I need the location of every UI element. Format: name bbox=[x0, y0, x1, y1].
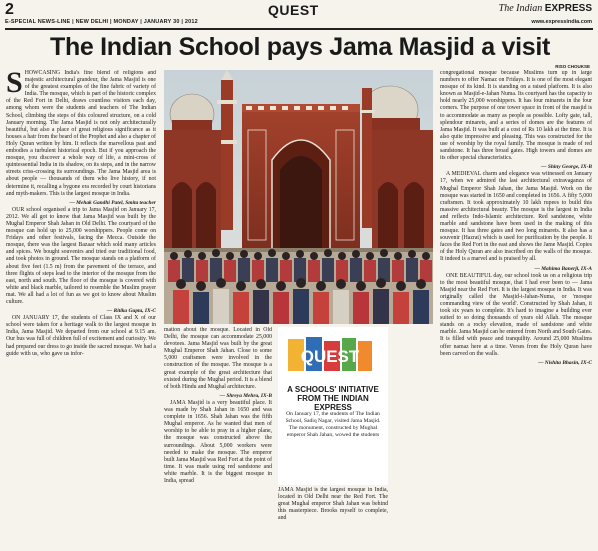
byline: — Nishita Bhasin, IX-C bbox=[538, 359, 592, 366]
photo-credit: RISO CHOUKSE bbox=[555, 64, 590, 69]
article-column-1 bbox=[6, 70, 156, 548]
paragraph: congregational mosque because Muslims turn up in large numbers to offer Namaz on Fridays. It is one of the most elegant mosque of its kind. It is standing on a raised platform. It is also known as Masjid-e-Jahan Numa. Its courtyard has the capacity to hold nearly 25,000 worshippers. It has four minarets in the four corners. The purpose of one tower space in front of the masjid is to accommodate as many as people as possible. Lofty gate, tall, splendour minarets, and a series of domes are the features of Jama Masjid. It was built at a cost of Rs 10 lakh at the time. It is also quite impressive and pleasing. This was constructed for the use of worship by the royal family. The mosque is made of red sandstone. It has three broad gates. High towers and domes are its other special characteristics. bbox=[440, 70, 592, 162]
promo-logo-text: QUEST bbox=[300, 347, 360, 366]
masthead bbox=[0, 0, 598, 30]
paragraph: A MEDIEVAL charm and elegance was witnessed on January 17, when we admired the last architectural extravaganza of Mughal Emperor Shah Jahan, the Jama Masjid. Work on the mosque was started in 1650 and completed in 1656. A fifty 5,000 craftsmen. It took approximately 10 lakh rupees to build this massive architectural beauty. The mosque is the largest in India and reflects Indo-Islamic architecture. Red sandstone, white marble and sandstone have been used in the making of this mosque. It has three gates and two long minarets. It also has a souvenir (Hazrat) which is used for purification by the people. It faces the Red Fort in the east and shows the Jame Masjid. Copies of the Holy Quran are also inscribed on the walls of the mosque. It indeed is a marvel and is praised by all. bbox=[440, 171, 592, 263]
byline: — Shreya Mehra, IX-B bbox=[219, 392, 272, 399]
lead-text: HOWCASING India's fine blend of religions and majestic architectural grandeur, the Jama Masjid is one of the greatest examples of the fine fabric of variety of India. The mosque, which is part of the historic complex of the Red Fort in Delhi, draws countless visitors each day, among whom were the students and teachers of The Indian School, climbing the steps of this coloured structure, on a cold January morning. The Jama Masjid is not only architecturally beautiful, but also a place of great religious significance as it houses a hair from the beard of the Prophet and also a chapter of Holy Quran written by him. It reflects the marvellous past and embodies a turbulent historical epoch. But if you approach the mosque, you discover a whole way of life, a mini-cross of quintessential India in its shadow, on its steps, and in the narrow streets criss-crossing its surroundings. The Jama Masjid area is about people — thousands of them who live history, if not determine it, recalling a bygone era recorded by court historians and myth-makers. This is the largest mosque in India. bbox=[6, 70, 156, 197]
paragraph: mation about the mosque. Located in Old Delhi, the mosque can accommodate 25,000 devotees. Jama Masjid was built by the great Mughal Emperor Shah Jahan. Close to some 5,000 craftsmen were involved in the construction of the mosque. The mosque is a great example of the great architecture that existed during the Mughal period. It is a blend of both Hindu and Mughal architecture. bbox=[164, 327, 272, 390]
article-column-5 bbox=[440, 70, 592, 548]
promo-heading: A SCHOOLS' INITIATIVE FROM THE INDIAN EXPRESS bbox=[287, 385, 379, 412]
paragraph: JAMA Masjid is a very beautiful place. It was made by Shah Jahan in 1650 and was complete in 1656. Shah Jahan was the fifth Mughal emperor. As he wanted that men of worship to be able to pray in a higher plane, the mosque was constructed above the surroundings. About 5,000 workers were needed to make the mosque. The emperor built Jama Masjid was Red Fort at the point of time. It was made using red sandstone and white marble. It is the biggest mosque in India, spread bbox=[164, 399, 272, 484]
article-column-3 bbox=[392, 327, 436, 548]
paragraph: ON JANUARY 17, the students of Class IX and X of our school were taken for a heritage walk to the largest mosque in India, Jama Masjid. We departed from our school at 9.15 am. Our bus was full of children full of excitement and curiosity. We had prepared our dress to go inside the sacred mosque. We had a guide with us, who gave us infor- bbox=[6, 315, 156, 357]
byline: — Mehak Gandhi Patel, Smita teacher bbox=[69, 199, 156, 206]
paper-name-main: EXPRESS bbox=[544, 3, 592, 14]
jama-masjid-photo bbox=[164, 70, 433, 324]
dateline: E-SPECIAL NEWS-LINE | NEW DELHI | MONDAY | JANUARY 30 | 2012 bbox=[5, 19, 198, 25]
drop-cap: S bbox=[6, 70, 23, 99]
paragraph: ONE BEAUTIFUL day, our school took us on a religious trip to the most beautiful mosque, that I had ever been to — Jama Masjid near the Red Fort. It is the largest mosque in India. It was originally called the Masjid-i-Jahan-Numa, or 'mosque commanding view of the world'. Constructed by Shah Jahan, it took six years to complete. It's hard to imagine a building ever suited to so doing thousands of years old Allah. The mosque stands on a rocky elevation, made of sandstone and white marble. Jama Masjid can be entered from North and South Gates. It is filled with peace and tranquility. Around 25,000 Muslims offer namaz here at a time. Verses from the Holy Quran have been carved on the walls. bbox=[440, 272, 592, 357]
paragraph: OUR school organised a trip to Jama Masjid on January 17, 2012. We all got to know that Jama Masjid was built by the Mughal Emperor Shah Jahan in Old Delhi. The courtyard of the mosque can hold up to 25,000 worshippers. People come on Fridays and other festivals, facing the Mecca. Outside the mosque, there was the largest Bazaar which sold many articles and spices. We bought souvenirs and tried our traditional food, and took photos in ground. The mosque stands on a platform of about five feet (1.5 m) from the pavement of the terrace, and three flights of steps lead to the interior of the mosque from the east, north and south. The floor of the mosque is covered with white and black marble, tailored to resemble the Muslim prayer mat. We all had a lot of fun as we got to know about Muslim culture. bbox=[6, 206, 156, 305]
article-column-3-bottom bbox=[278, 487, 388, 548]
quest-promo-box bbox=[278, 327, 388, 485]
paragraph: JAMA Masjid is the largest mosque in India, located in Old Delhi near the Red Fort. The great Mughal emperor Shah Jahan was behind this masterpiece. Brooks myself to complete, and bbox=[278, 487, 388, 522]
masthead-rule bbox=[5, 28, 593, 30]
paper-name-prefix: The Indian bbox=[498, 3, 543, 14]
headline: The Indian School pays Jama Masjid a visit bbox=[49, 33, 551, 61]
lead-paragraph bbox=[6, 70, 156, 198]
byline: — Mahima Banerji, IX-A bbox=[534, 265, 592, 272]
mosque-photo-illustration bbox=[164, 70, 433, 324]
byline: — Shiny George, IX-B bbox=[541, 164, 592, 171]
paper-url[interactable]: www.expressindia.com bbox=[531, 19, 592, 25]
quest-logo bbox=[286, 329, 374, 381]
page-number: 2 bbox=[5, 1, 14, 18]
promo-body: On January 17, the students of The Indian School, Sadiq Nagar, visited Jama Masjid. The monument, constructed by Mughal emperor Shah Jahan, wowed the students bbox=[285, 411, 381, 438]
byline: — Ritika Gupta, IX-C bbox=[106, 308, 156, 315]
paper-name bbox=[499, 3, 592, 14]
section-title: QUEST bbox=[268, 2, 319, 18]
article-column-2 bbox=[164, 327, 272, 548]
